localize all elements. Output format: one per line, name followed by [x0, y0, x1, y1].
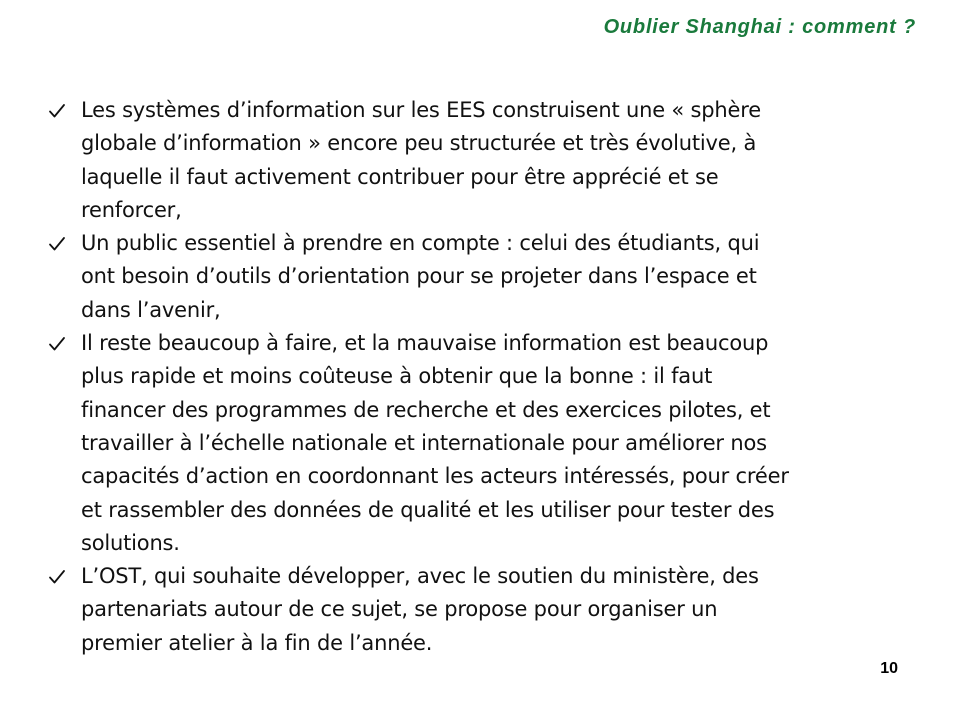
bullet-line: L’OST, qui souhaite développer, avec le soutien du ministère, des — [81, 564, 759, 589]
bullet-line: et rassembler des données de qualité et les utiliser pour tester des — [81, 497, 775, 522]
bullet-line: globale d’information » encore peu structurée et très évolutive, à — [81, 131, 757, 156]
check-icon — [48, 103, 66, 119]
bullet-line: premier atelier à la fin de l’année. — [81, 630, 433, 655]
bullet-item — [48, 94, 908, 227]
check-icon — [48, 336, 66, 352]
page-number: 10 — [880, 660, 898, 677]
bullet-line: partenariats autour de ce sujet, se propose pour organiser un — [81, 597, 718, 622]
bullet-line: plus rapide et moins coûteuse à obtenir que la bonne : il faut — [81, 364, 713, 389]
bullet-line: financer des programmes de recherche et des exercices pilotes, et — [81, 397, 771, 422]
bullet-item — [48, 327, 908, 560]
check-icon — [48, 236, 66, 252]
bullet-line: travailler à l’échelle nationale et internationale pour améliorer nos — [81, 430, 767, 455]
bullet-list — [48, 94, 908, 660]
bullet-line: renforcer, — [81, 197, 182, 222]
check-icon — [48, 569, 66, 585]
bullet-item — [48, 227, 908, 327]
bullet-line: dans l’avenir, — [81, 297, 221, 322]
bullet-line: Il reste beaucoup à faire, et la mauvaise information est beaucoup — [81, 331, 769, 356]
bullet-item — [48, 560, 908, 660]
bullet-line: Un public essentiel à prendre en compte : celui des étudiants, qui — [81, 231, 760, 256]
bullet-line: laquelle il faut activement contribuer pour être apprécié et se — [81, 164, 719, 189]
bullet-line: capacités d’action en coordonnant les acteurs intéressés, pour créer — [81, 464, 789, 489]
bullet-line: Les systèmes d’information sur les EES construisent une « sphère — [81, 98, 761, 122]
bullet-line: ont besoin d’outils d’orientation pour se projeter dans l’espace et — [81, 264, 757, 289]
bullet-line: solutions. — [81, 530, 180, 555]
slide-title: Oublier Shanghai : comment ? — [603, 16, 916, 38]
